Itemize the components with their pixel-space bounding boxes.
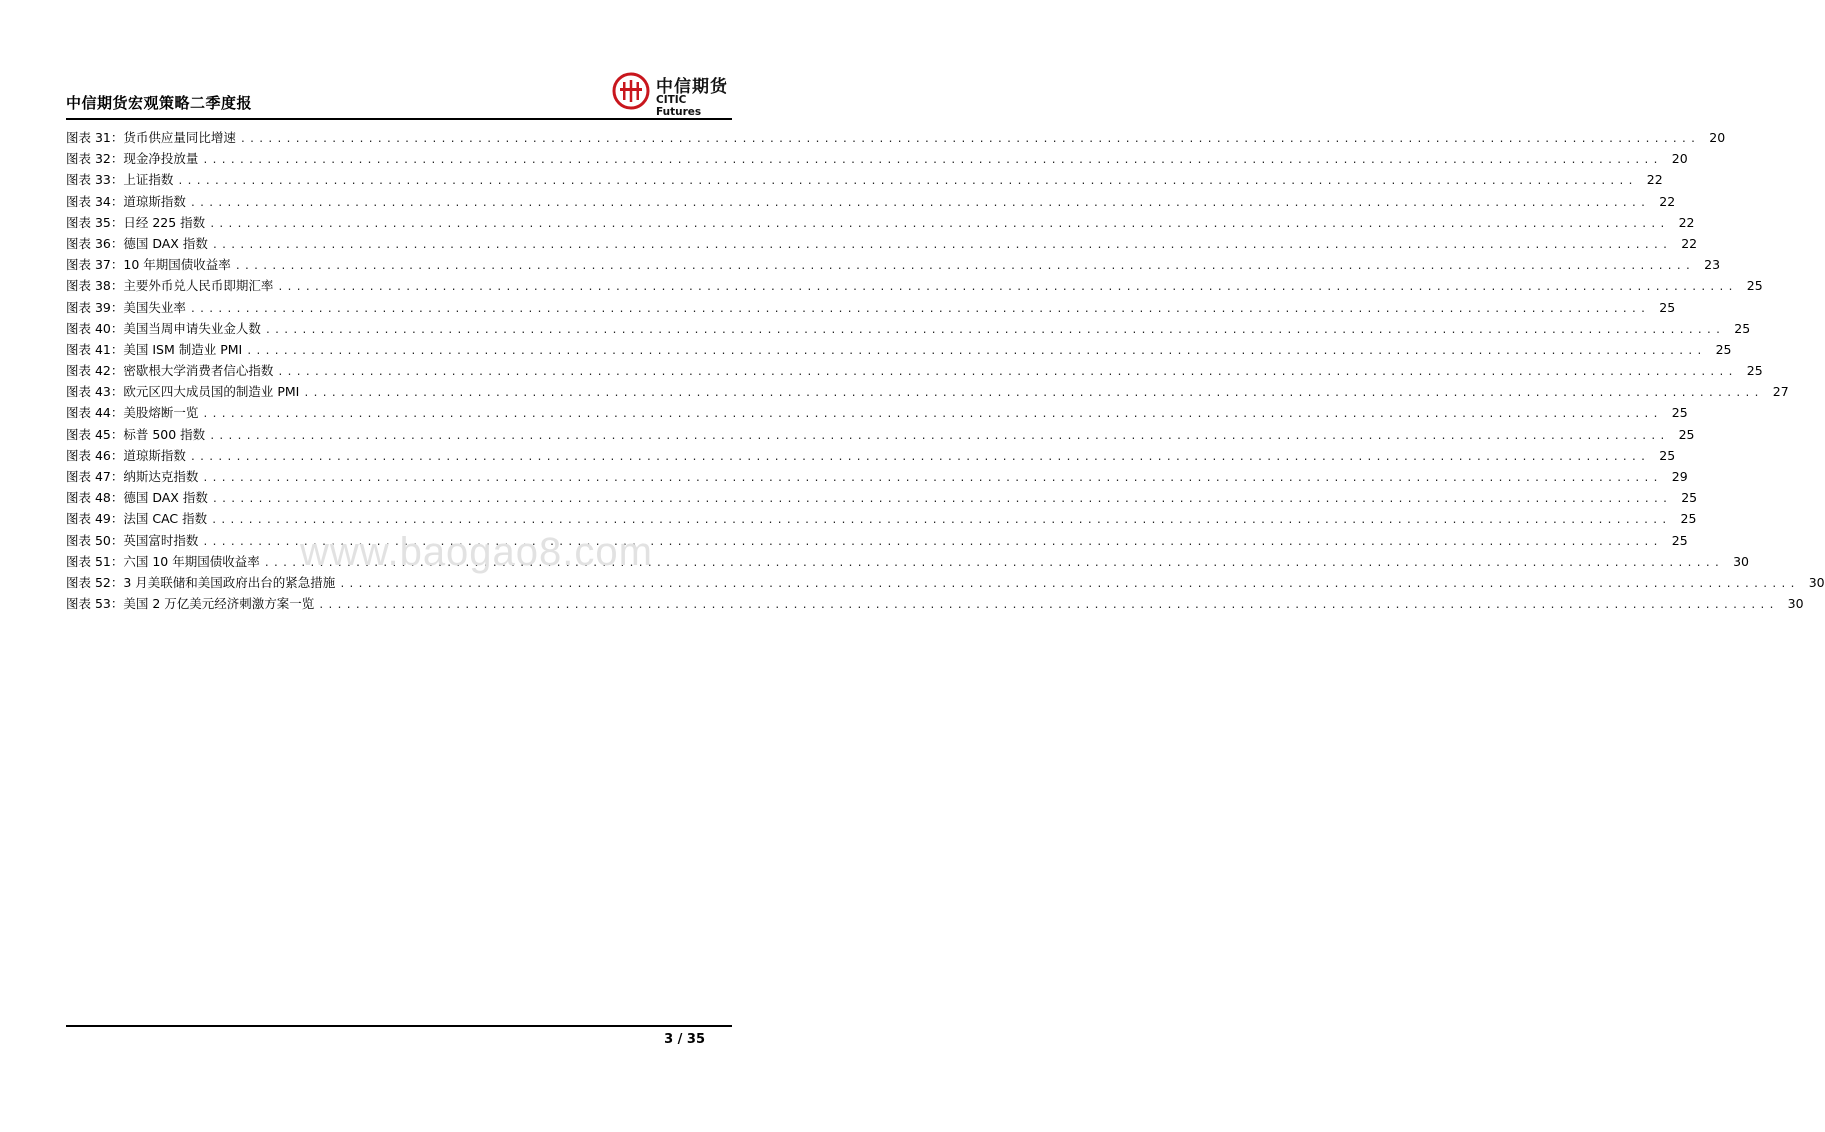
toc-entry-label: 图表 48：德国 DAX 指数 [66, 490, 208, 506]
toc-dot-leader: ................................................................................................................................................................ [202, 155, 1662, 167]
toc-dot-leader: ................................................................................................................................................................ [189, 303, 1650, 315]
toc-entry-page: 25 [1681, 490, 1698, 506]
toc-entry-label: 图表 40：美国当周申请失业金人数 [66, 320, 261, 336]
toc-entry-page: 22 [1646, 172, 1663, 188]
toc-entry-page: 23 [1704, 257, 1721, 273]
toc-entry-label: 图表 34：道琼斯指数 [66, 193, 186, 209]
toc-entry-page: 29 [1671, 469, 1688, 484]
logo-chinese-text: 中信期货 [656, 77, 728, 97]
toc-entry-page: 27 [1772, 384, 1789, 400]
toc-dot-leader: ................................................................................................................................................................ [263, 557, 1724, 569]
toc-entry-page: 20 [1671, 151, 1688, 167]
toc-entry[interactable] [66, 508, 1697, 529]
toc-entry[interactable] [66, 318, 1751, 339]
toc-dot-leader: ................................................................................................................................................................ [177, 176, 1637, 188]
toc-entry-label: 图表 45：标普 500 指数 [66, 426, 206, 442]
toc-entry-label: 图表 42：密歇根大学消费者信心指数 [66, 363, 274, 379]
toc-entry-label: 图表 32：现金净投放量 [66, 151, 199, 167]
toc-dot-leader: ................................................................................................................................................................ [202, 473, 1662, 484]
toc-entry-label: 图表 33：上证指数 [66, 172, 174, 188]
toc-entry[interactable] [66, 212, 1695, 233]
header-divider [66, 118, 732, 120]
citic-futures-logo [612, 70, 732, 118]
toc-entry[interactable] [66, 402, 1688, 423]
toc-entry-page: 25 [1678, 426, 1695, 442]
toc-entry-page: 25 [1659, 299, 1676, 315]
toc-dot-leader: ................................................................................................................................................................ [209, 430, 1669, 442]
toc-entry-page: 25 [1746, 363, 1763, 379]
toc-entry-page: 25 [1680, 511, 1697, 527]
toc-entry-label: 图表 51：六国 10 年期国债收益率 [66, 553, 260, 569]
toc-entry[interactable] [66, 254, 1721, 275]
page-number: 3 / 35 [664, 1032, 705, 1047]
toc-entry[interactable] [66, 127, 1726, 148]
toc-entry-page: 22 [1681, 235, 1698, 251]
toc-dot-leader: ................................................................................................................................................................ [339, 578, 1799, 590]
toc-entry[interactable] [66, 191, 1676, 212]
toc-entry-label: 图表 36：德国 DAX 指数 [66, 235, 208, 251]
toc-entry-label: 图表 50：英国富时指数 [66, 532, 199, 548]
toc-dot-leader: ................................................................................................................................................................ [209, 218, 1669, 230]
toc-entry-page: 25 [1746, 278, 1763, 294]
toc-dot-leader: ................................................................................................................................................................ [189, 197, 1650, 209]
toc-entry-page: 30 [1808, 574, 1825, 590]
toc-entry-page: 20 [1709, 130, 1726, 145]
toc-entry[interactable] [66, 551, 1750, 572]
report-title: 中信期货宏观策略二季度报 [66, 94, 253, 112]
toc-entry-label: 图表 39：美国失业率 [66, 299, 186, 315]
toc-dot-leader: ................................................................................................................................................................ [211, 494, 1672, 506]
toc-entry[interactable] [66, 381, 1789, 402]
toc-entry[interactable] [66, 445, 1676, 466]
toc-entry[interactable] [66, 233, 1698, 254]
toc-dot-leader: ................................................................................................................................................................ [211, 515, 1671, 527]
toc-entry[interactable] [66, 530, 1688, 551]
toc-entry-label: 图表 49：法国 CAC 指数 [66, 511, 208, 527]
toc-entry-page: 25 [1715, 341, 1732, 357]
toc-dot-leader: ................................................................................................................................................................ [318, 600, 1778, 612]
footer-divider [66, 1025, 732, 1027]
toc-entry-page: 25 [1671, 532, 1688, 548]
toc-entry[interactable] [66, 339, 1732, 360]
toc-entry[interactable] [66, 572, 1825, 593]
toc-dot-leader: ................................................................................................................................................................ [234, 261, 1695, 273]
toc-entry-page: 22 [1678, 214, 1695, 230]
toc-entry-page: 30 [1733, 553, 1750, 569]
toc-dot-leader: ................................................................................................................................................................ [211, 239, 1672, 251]
toc-entry-label: 图表 46：道琼斯指数 [66, 447, 186, 463]
toc-entry-page: 22 [1659, 193, 1676, 209]
toc-entry-label: 图表 43：欧元区四大成员国的制造业 PMI [66, 384, 300, 400]
toc-entry-label: 图表 31：货币供应量同比增速 [66, 130, 236, 145]
toc-entry[interactable] [66, 360, 1763, 381]
toc-entry-label: 图表 41：美国 ISM 制造业 PMI [66, 341, 243, 357]
toc-entry-page: 25 [1671, 405, 1688, 421]
toc-entry[interactable] [66, 297, 1676, 318]
toc-dot-leader: ................................................................................................................................................................ [303, 388, 1763, 400]
toc-entry[interactable] [66, 275, 1763, 296]
toc-entry[interactable] [66, 424, 1695, 445]
toc-entry-label: 图表 38：主要外币兑人民币即期汇率 [66, 278, 274, 294]
toc-entry[interactable] [66, 169, 1663, 190]
toc-dot-leader: ................................................................................................................................................................ [202, 536, 1662, 548]
toc-entry[interactable] [66, 593, 1804, 614]
watermark: www.baogao8.com [300, 530, 653, 574]
toc-entry-label: 图表 52：3 月美联储和美国政府出台的紧急措施 [66, 574, 336, 590]
toc-entry[interactable] [66, 466, 1688, 487]
citic-logo-icon [612, 72, 650, 110]
toc-entry-page: 25 [1659, 447, 1676, 463]
toc-entry-label: 图表 37：10 年期国债收益率 [66, 257, 231, 273]
toc-dot-leader: ................................................................................................................................................................ [189, 451, 1650, 463]
toc-dot-leader: ................................................................................................................................................................ [202, 409, 1662, 421]
logo-english-text: CITIC Futures [656, 94, 702, 118]
toc-entry-label: 图表 35：日经 225 指数 [66, 214, 206, 230]
toc-entry-label: 图表 44：美股熔断一览 [66, 405, 199, 421]
toc-entry-label: 图表 47：纳斯达克指数 [66, 469, 199, 484]
toc-entry[interactable] [66, 487, 1698, 508]
toc-dot-leader: ................................................................................................................................................................ [239, 134, 1700, 145]
toc-dot-leader: ................................................................................................................................................................ [277, 367, 1737, 379]
toc-entry-page: 30 [1787, 596, 1804, 612]
toc-dot-leader: ................................................................................................................................................................ [277, 282, 1737, 294]
figure-list [66, 127, 1825, 614]
toc-dot-leader: ................................................................................................................................................................ [246, 345, 1706, 357]
toc-entry[interactable] [66, 148, 1688, 169]
toc-entry-label: 图表 53：美国 2 万亿美元经济刺激方案一览 [66, 596, 315, 612]
toc-dot-leader: ................................................................................................................................................................ [264, 324, 1725, 336]
toc-entry-page: 25 [1734, 320, 1751, 336]
